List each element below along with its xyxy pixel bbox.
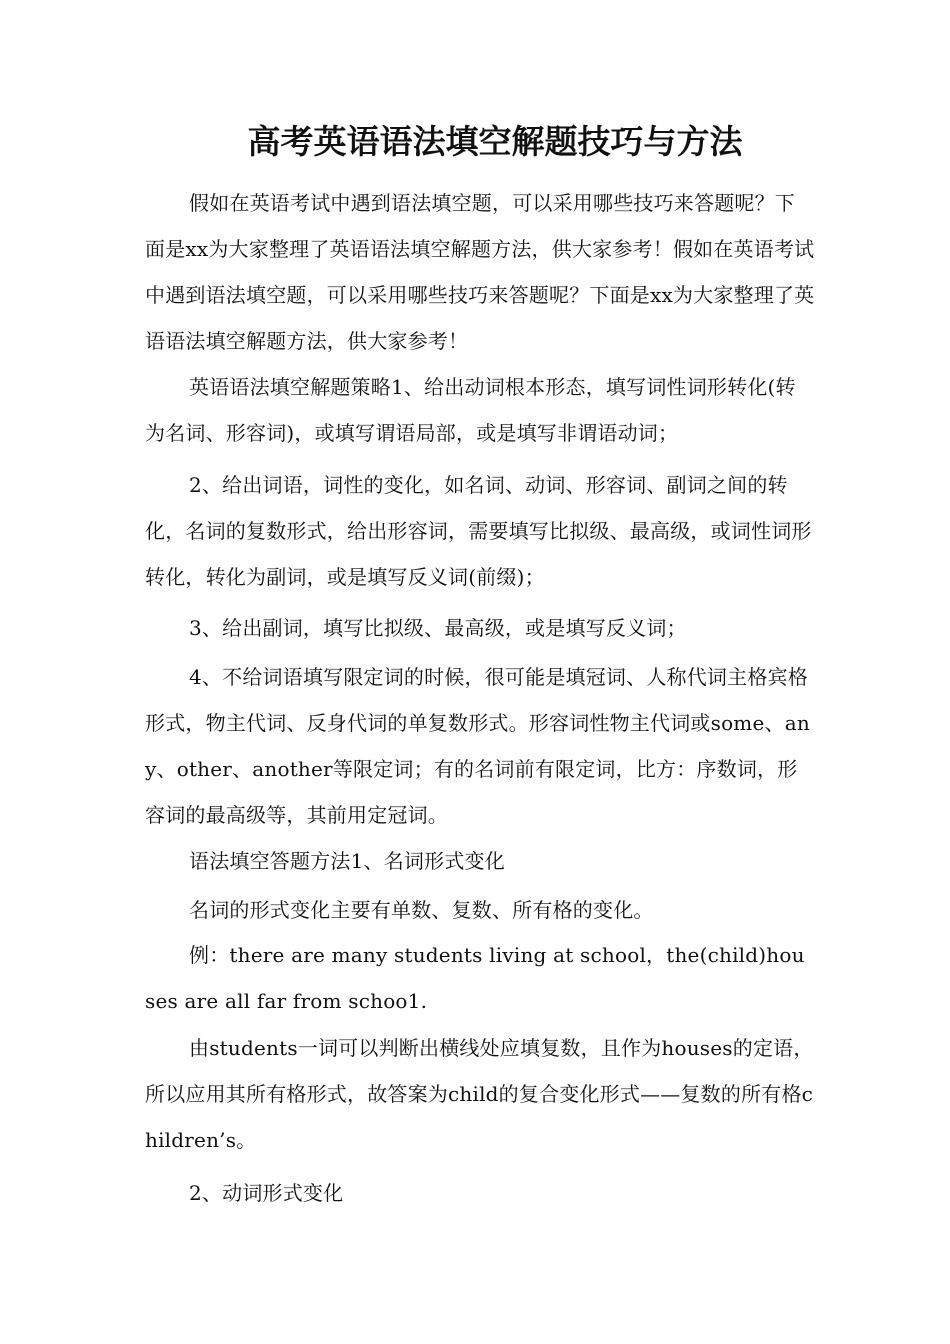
paragraph-noun-forms: 名词的形式变化主要有单数、复数、所有格的变化。 xyxy=(189,898,654,922)
paragraph-example: 例：there are many students living at school，the(child)houses are all far from schoo1. xyxy=(145,943,805,1013)
paragraph-strategy-2: 2、给出词语，词性的变化，如名词、动词、形容词、副词之间的转化，名词的复数形式，给出形容词，需要填写比拟级、最高级，或词性词形转化，转化为副词，或是填写反义词(前缀)； xyxy=(145,473,812,589)
paragraph-method-heading: 语法填空答题方法1、名词形式变化 xyxy=(189,849,505,873)
document-title: 高考英语语法填空解题技巧与方法 xyxy=(247,122,743,161)
paragraph-verb-forms-heading: 2、动词形式变化 xyxy=(189,1181,344,1205)
paragraph-strategy-1: 英语语法填空解题策略1、给出动词根本形态，填写词性词形转化(转为名词、形容词)，或填写谓语局部，或是填写非谓语动词； xyxy=(145,375,796,445)
paragraph-strategy-3: 3、给出副词，填写比拟级、最高级，或是填写反义词； xyxy=(189,616,687,640)
paragraph-explanation: 由students一词可以判断出横线处应填复数，且作为houses的定语，所以应用其所有格形式，故答案为child的复合变化形式——复数的所有格children’s。 xyxy=(145,1036,814,1152)
paragraph-strategy-4: 4、不给词语填写限定词的时候，很可能是填冠词、人称代词主格宾格形式，物主代词、反身代词的单复数形式。形容词性物主代词或some、any、other、another等限定词；有的名词前有限定词，比方：序数词，形容词的最高级等，其前用定冠词。 xyxy=(145,665,810,827)
paragraph-intro: 假如在英语考试中遇到语法填空题，可以采用哪些技巧来答题呢？下面是xx为大家整理了英语语法填空解题方法，供大家参考！假如在英语考试中遇到语法填空题，可以采用哪些技巧来答题呢？下面是xx为大家整理了英语语法填空解题方法，供大家参考！ xyxy=(145,191,815,353)
